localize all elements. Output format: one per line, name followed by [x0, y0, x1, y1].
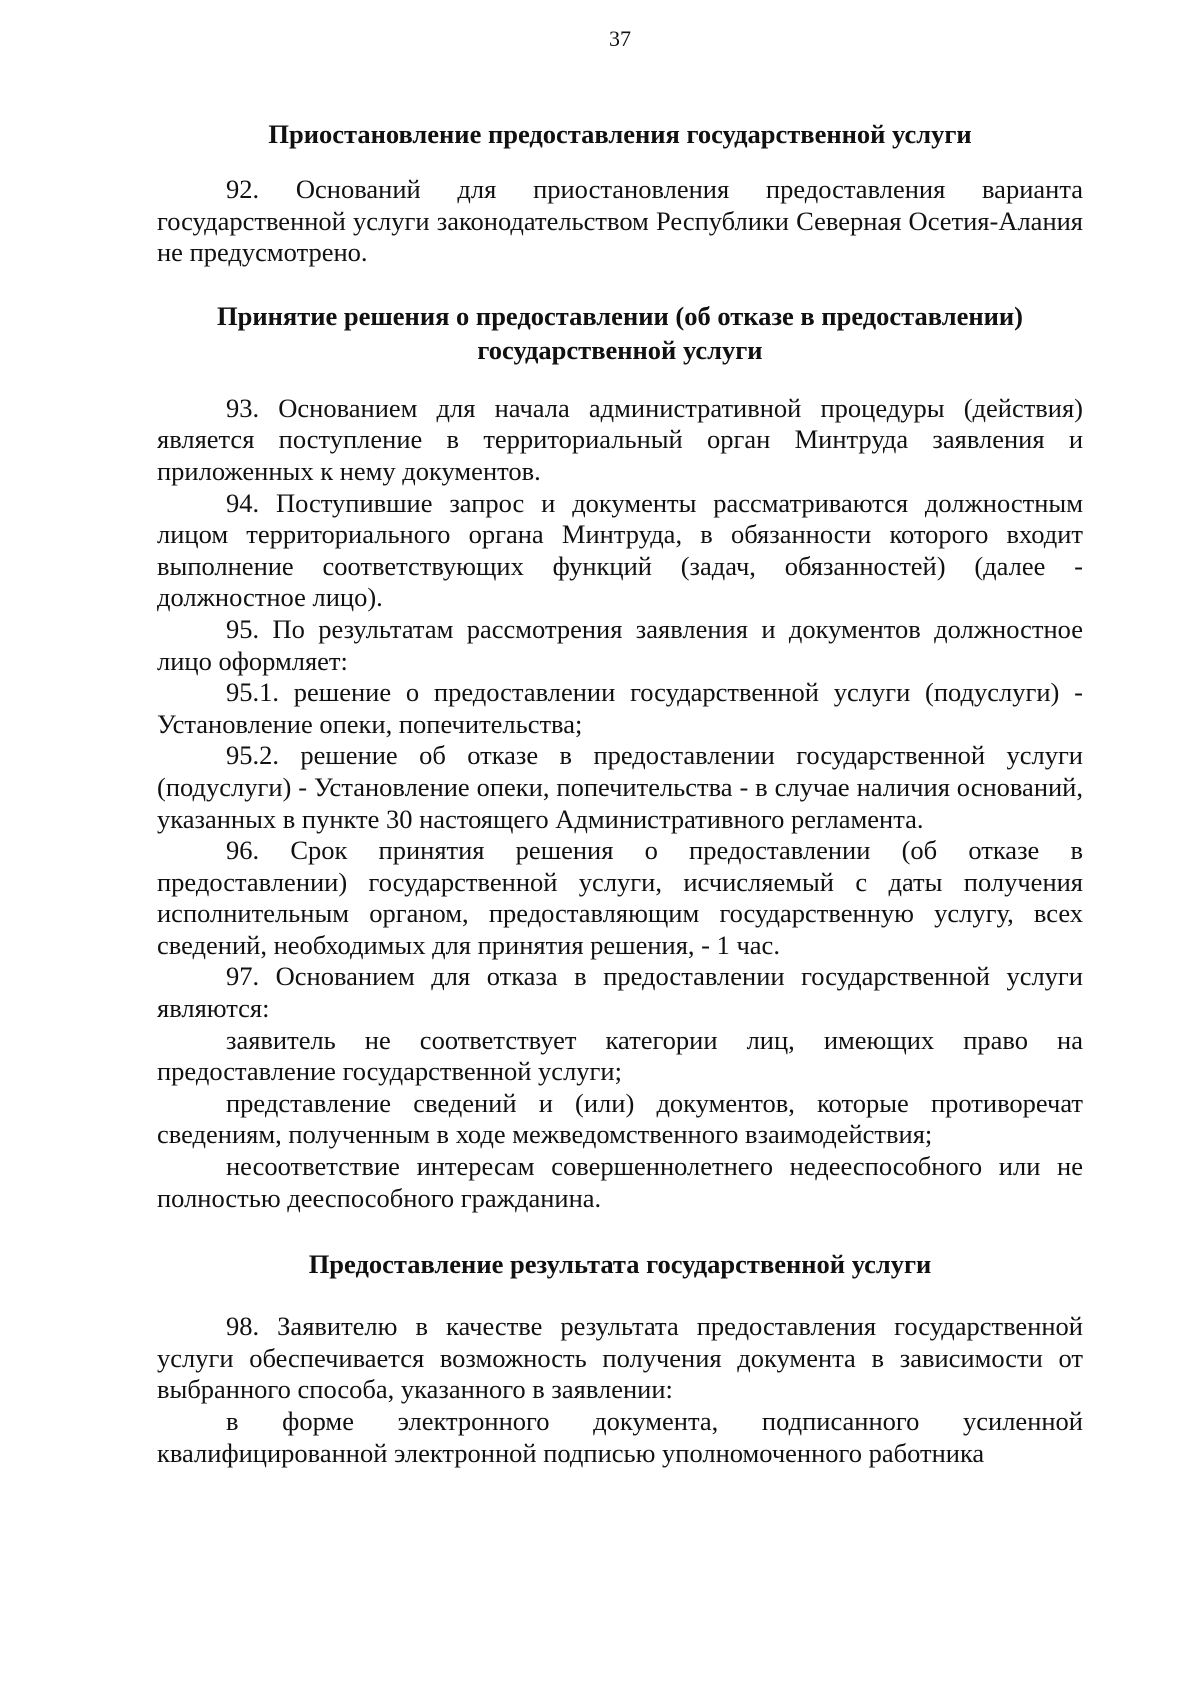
section-suspension	[157, 117, 1083, 269]
paragraph: 95.1. решение о предоставлении государственной услуги (подуслуги) - Установление опеки, попечительства;	[157, 677, 1083, 739]
paragraph: 94. Поступившие запрос и документы рассматриваются должностным лицом территориального органа Минтруда, в обязанности которого входит выполнение соответствующих функций (задач, обязанностей) (далее - должностное лицо).	[157, 487, 1083, 613]
list-item: заявитель не соответствует категории лиц, имеющих право на предоставление государственной услуги;	[157, 1024, 1083, 1087]
section-heading: Принятие решения о предоставлении (об отказе в предоставлении) государственной услуги	[217, 300, 1023, 365]
document-page	[157, 0, 1083, 1682]
list-item: представление сведений и (или) документов, которые противоречат сведениям, полученным в ходе межведомственного взаимодействия;	[157, 1087, 1083, 1150]
paragraph: 97. Основанием для отказа в предоставлении государственной услуги являются:	[157, 961, 1083, 1024]
paragraph: 96. Срок принятия решения о предоставлении (об отказе в предоставлении) государственной услуги, исчисляемый с даты получения исполнительным органом, предоставляющим государственную услугу, всех сведений, необходимых для принятия решения, - 1 час.	[157, 835, 1083, 960]
section-decision	[157, 299, 1083, 1214]
paragraph: 93. Основанием для начала административной процедуры (действия) является поступление в территориальный орган Минтруда заявления и приложенных к нему документов.	[157, 392, 1083, 486]
paragraph: 98. Заявителю в качестве результата предоставления государственной услуги обеспечивается возможность получения документа в зависимости от выбранного способа, указанного в заявлении:	[157, 1311, 1083, 1405]
section-heading: Приостановление предоставления государственной услуги	[268, 119, 972, 149]
document-body	[157, 117, 1083, 1469]
paragraph: 95. По результатам рассмотрения заявления и документов должностное лицо оформляет:	[157, 613, 1083, 676]
paragraph: 92. Оснований для приостановления предоставления варианта государственной услуги законодательством Республики Северная Осетия-Алания не предусмотрено.	[157, 174, 1083, 268]
list-item: несоответствие интересам совершеннолетнего недееспособного или не полностью дееспособного гражданина.	[157, 1151, 1083, 1213]
section-heading: Предоставление результата государственной услуги	[308, 1249, 932, 1280]
paragraph: 95.2. решение об отказе в предоставлении государственной услуги (подуслуги) - Установление опеки, попечительства - в случае наличия оснований, указанных в пункте 30 настоящего Административного регламента.	[157, 740, 1083, 834]
paragraph: в форме электронного документа, подписанного усиленной квалифицированной электронной подписью уполномоченного работника	[157, 1406, 1083, 1468]
page-number: 37	[609, 26, 631, 51]
section-result	[157, 1247, 1083, 1469]
